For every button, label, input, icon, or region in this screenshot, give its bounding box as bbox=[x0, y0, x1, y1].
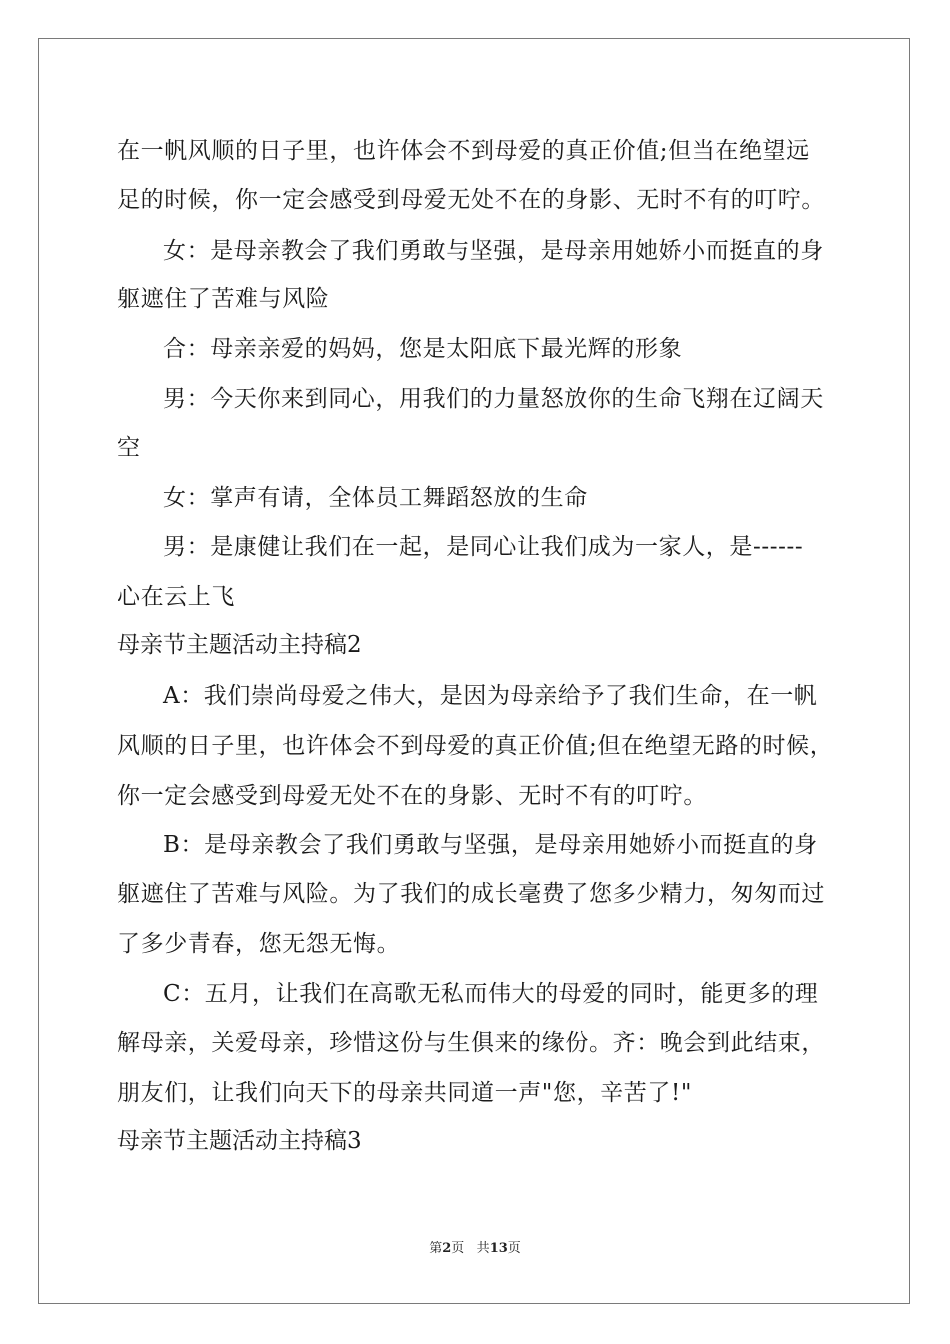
section-heading: 母亲节主题活动主持稿2 bbox=[117, 632, 362, 658]
footer-total-number: 13 bbox=[489, 1241, 508, 1256]
footer-page-prefix: 第 bbox=[429, 1241, 443, 1256]
body-line: 合：母亲亲爱的妈妈，您是太阳底下最光辉的形象 bbox=[163, 336, 683, 362]
body-line: A：我们崇尚母爱之伟大，是因为母亲给予了我们生命，在一帆 bbox=[163, 683, 818, 709]
footer-total-suffix: 页 bbox=[507, 1241, 521, 1256]
body-line: 朋友们，让我们向天下的母亲共同道一声"您，辛苦了!" bbox=[117, 1080, 693, 1106]
footer-page-suffix: 页 bbox=[451, 1241, 465, 1256]
body-line: 心在云上飞 bbox=[117, 584, 235, 610]
page-footer bbox=[0, 1240, 950, 1258]
body-line: 足的时候，你一定会感受到母爱无处不在的身影、无时不有的叮咛。 bbox=[117, 187, 825, 213]
page-border bbox=[38, 38, 910, 1304]
body-line: B：是母亲教会了我们勇敢与坚强，是母亲用她娇小而挺直的身 bbox=[163, 832, 818, 858]
body-line: 解母亲，关爱母亲，珍惜这份与生俱来的缘份。齐：晚会到此结束， bbox=[117, 1030, 825, 1056]
footer-total-prefix: 共 bbox=[476, 1241, 490, 1256]
body-line: 男：是康健让我们在一起，是同心让我们成为一家人，是------ bbox=[163, 534, 804, 560]
body-line: C：五月，让我们在高歌无私而伟大的母爱的同时，能更多的理 bbox=[163, 981, 819, 1007]
footer-page-number: 2 bbox=[442, 1241, 452, 1256]
body-line: 风顺的日子里，也许体会不到母爱的真正价值;但在绝望无路的时候， bbox=[117, 733, 834, 759]
body-line: 空 bbox=[117, 435, 141, 461]
body-line: 你一定会感受到母爱无处不在的身影、无时不有的叮咛。 bbox=[117, 783, 707, 809]
section-heading: 母亲节主题活动主持稿3 bbox=[117, 1128, 362, 1154]
body-line: 在一帆风顺的日子里，也许体会不到母爱的真正价值;但当在绝望远 bbox=[117, 138, 810, 164]
body-line: 躯遮住了苦难与风险。为了我们的成长毫费了您多少精力，匆匆而过 bbox=[117, 881, 825, 907]
body-line: 男：今天你来到同心，用我们的力量怒放你的生命飞翔在辽阔天 bbox=[163, 386, 824, 412]
body-line: 躯遮住了苦难与风险 bbox=[117, 286, 330, 312]
body-line: 女：是母亲教会了我们勇敢与坚强，是母亲用她娇小而挺直的身 bbox=[163, 238, 824, 264]
body-line: 了多少青春，您无怨无悔。 bbox=[117, 931, 401, 957]
body-line: 女：掌声有请，全体员工舞蹈怒放的生命 bbox=[163, 485, 588, 511]
